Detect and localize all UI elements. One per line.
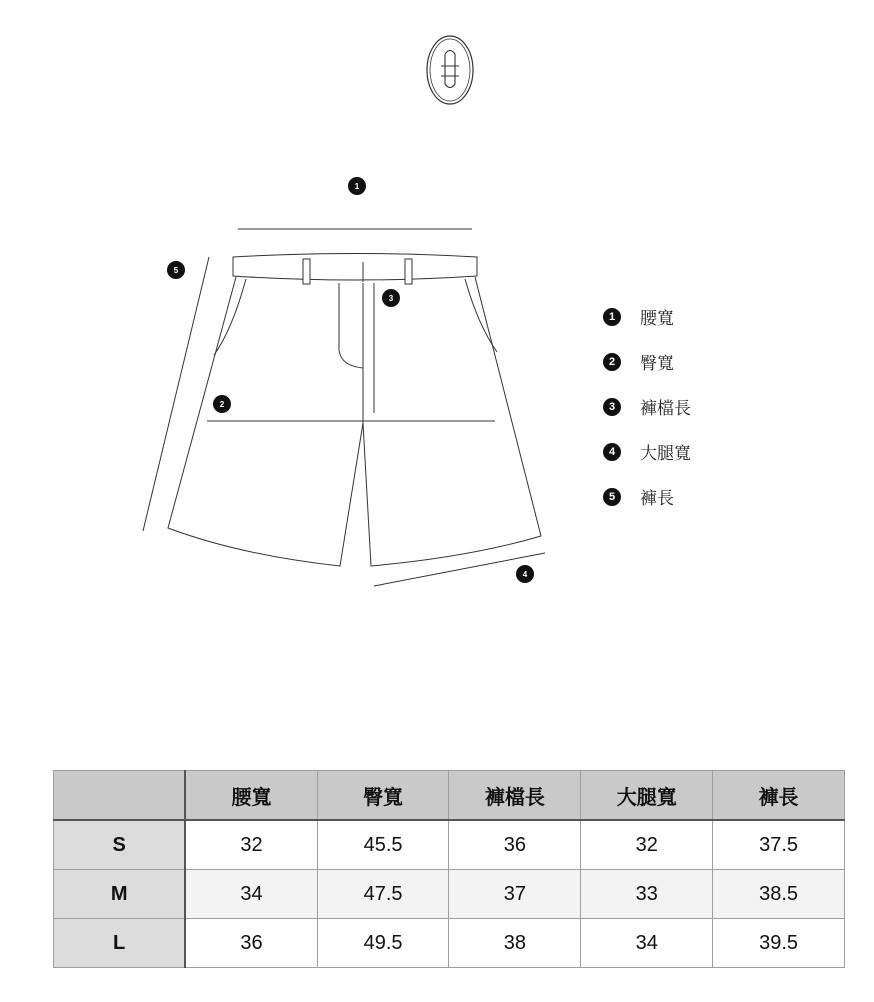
header-cell: 大腿寬 — [581, 771, 713, 821]
size-chart-table — [53, 770, 845, 968]
legend-item — [603, 429, 691, 474]
table-row — [54, 820, 845, 870]
table-cell: 38.5 — [713, 870, 845, 919]
marker-2-label: 2 — [219, 400, 225, 409]
table-cell: 37 — [449, 870, 581, 919]
header-cell — [54, 771, 186, 821]
legend-number: 1 — [603, 308, 621, 326]
legend-label: 褲長 — [640, 489, 674, 509]
size-label: L — [54, 919, 186, 968]
table-cell: 39.5 — [713, 919, 845, 968]
marker-5-label: 5 — [173, 266, 179, 275]
table-cell: 37.5 — [713, 820, 845, 870]
header-cell: 褲長 — [713, 771, 845, 821]
table-cell: 32 — [581, 820, 713, 870]
legend-item — [603, 474, 691, 519]
table-header-row — [54, 771, 845, 821]
table-cell: 36 — [185, 919, 317, 968]
table-row — [54, 870, 845, 919]
table-cell: 32 — [185, 820, 317, 870]
legend-item — [603, 294, 691, 339]
measurement-legend — [603, 294, 691, 519]
table-cell: 34 — [581, 919, 713, 968]
legend-label: 臀寬 — [640, 354, 674, 374]
legend-number: 2 — [603, 353, 621, 371]
legend-label: 褲檔長 — [640, 399, 691, 419]
legend-label: 大腿寬 — [640, 444, 691, 464]
table-cell: 45.5 — [317, 820, 449, 870]
size-label: S — [54, 820, 186, 870]
table-row — [54, 919, 845, 968]
legend-number: 4 — [603, 443, 621, 461]
table-cell: 49.5 — [317, 919, 449, 968]
table-cell: 36 — [449, 820, 581, 870]
marker-1-label: 1 — [354, 182, 360, 191]
table-cell: 33 — [581, 870, 713, 919]
belt-loop-left — [303, 259, 310, 284]
table-cell: 34 — [185, 870, 317, 919]
legend-number: 5 — [603, 488, 621, 506]
marker-4-label: 4 — [522, 570, 528, 579]
table-cell: 38 — [449, 919, 581, 968]
marker-3-label: 3 — [388, 294, 394, 303]
size-label: M — [54, 870, 186, 919]
table-cell: 47.5 — [317, 870, 449, 919]
legend-number: 3 — [603, 398, 621, 416]
legend-item — [603, 339, 691, 384]
header-cell: 褲檔長 — [449, 771, 581, 821]
length-measure-line — [143, 257, 209, 531]
waistband — [233, 254, 477, 281]
header-cell: 臀寬 — [317, 771, 449, 821]
legend-item — [603, 384, 691, 429]
belt-loop-right — [405, 259, 412, 284]
legend-label: 腰寬 — [640, 309, 674, 329]
header-cell: 腰寬 — [185, 771, 317, 821]
